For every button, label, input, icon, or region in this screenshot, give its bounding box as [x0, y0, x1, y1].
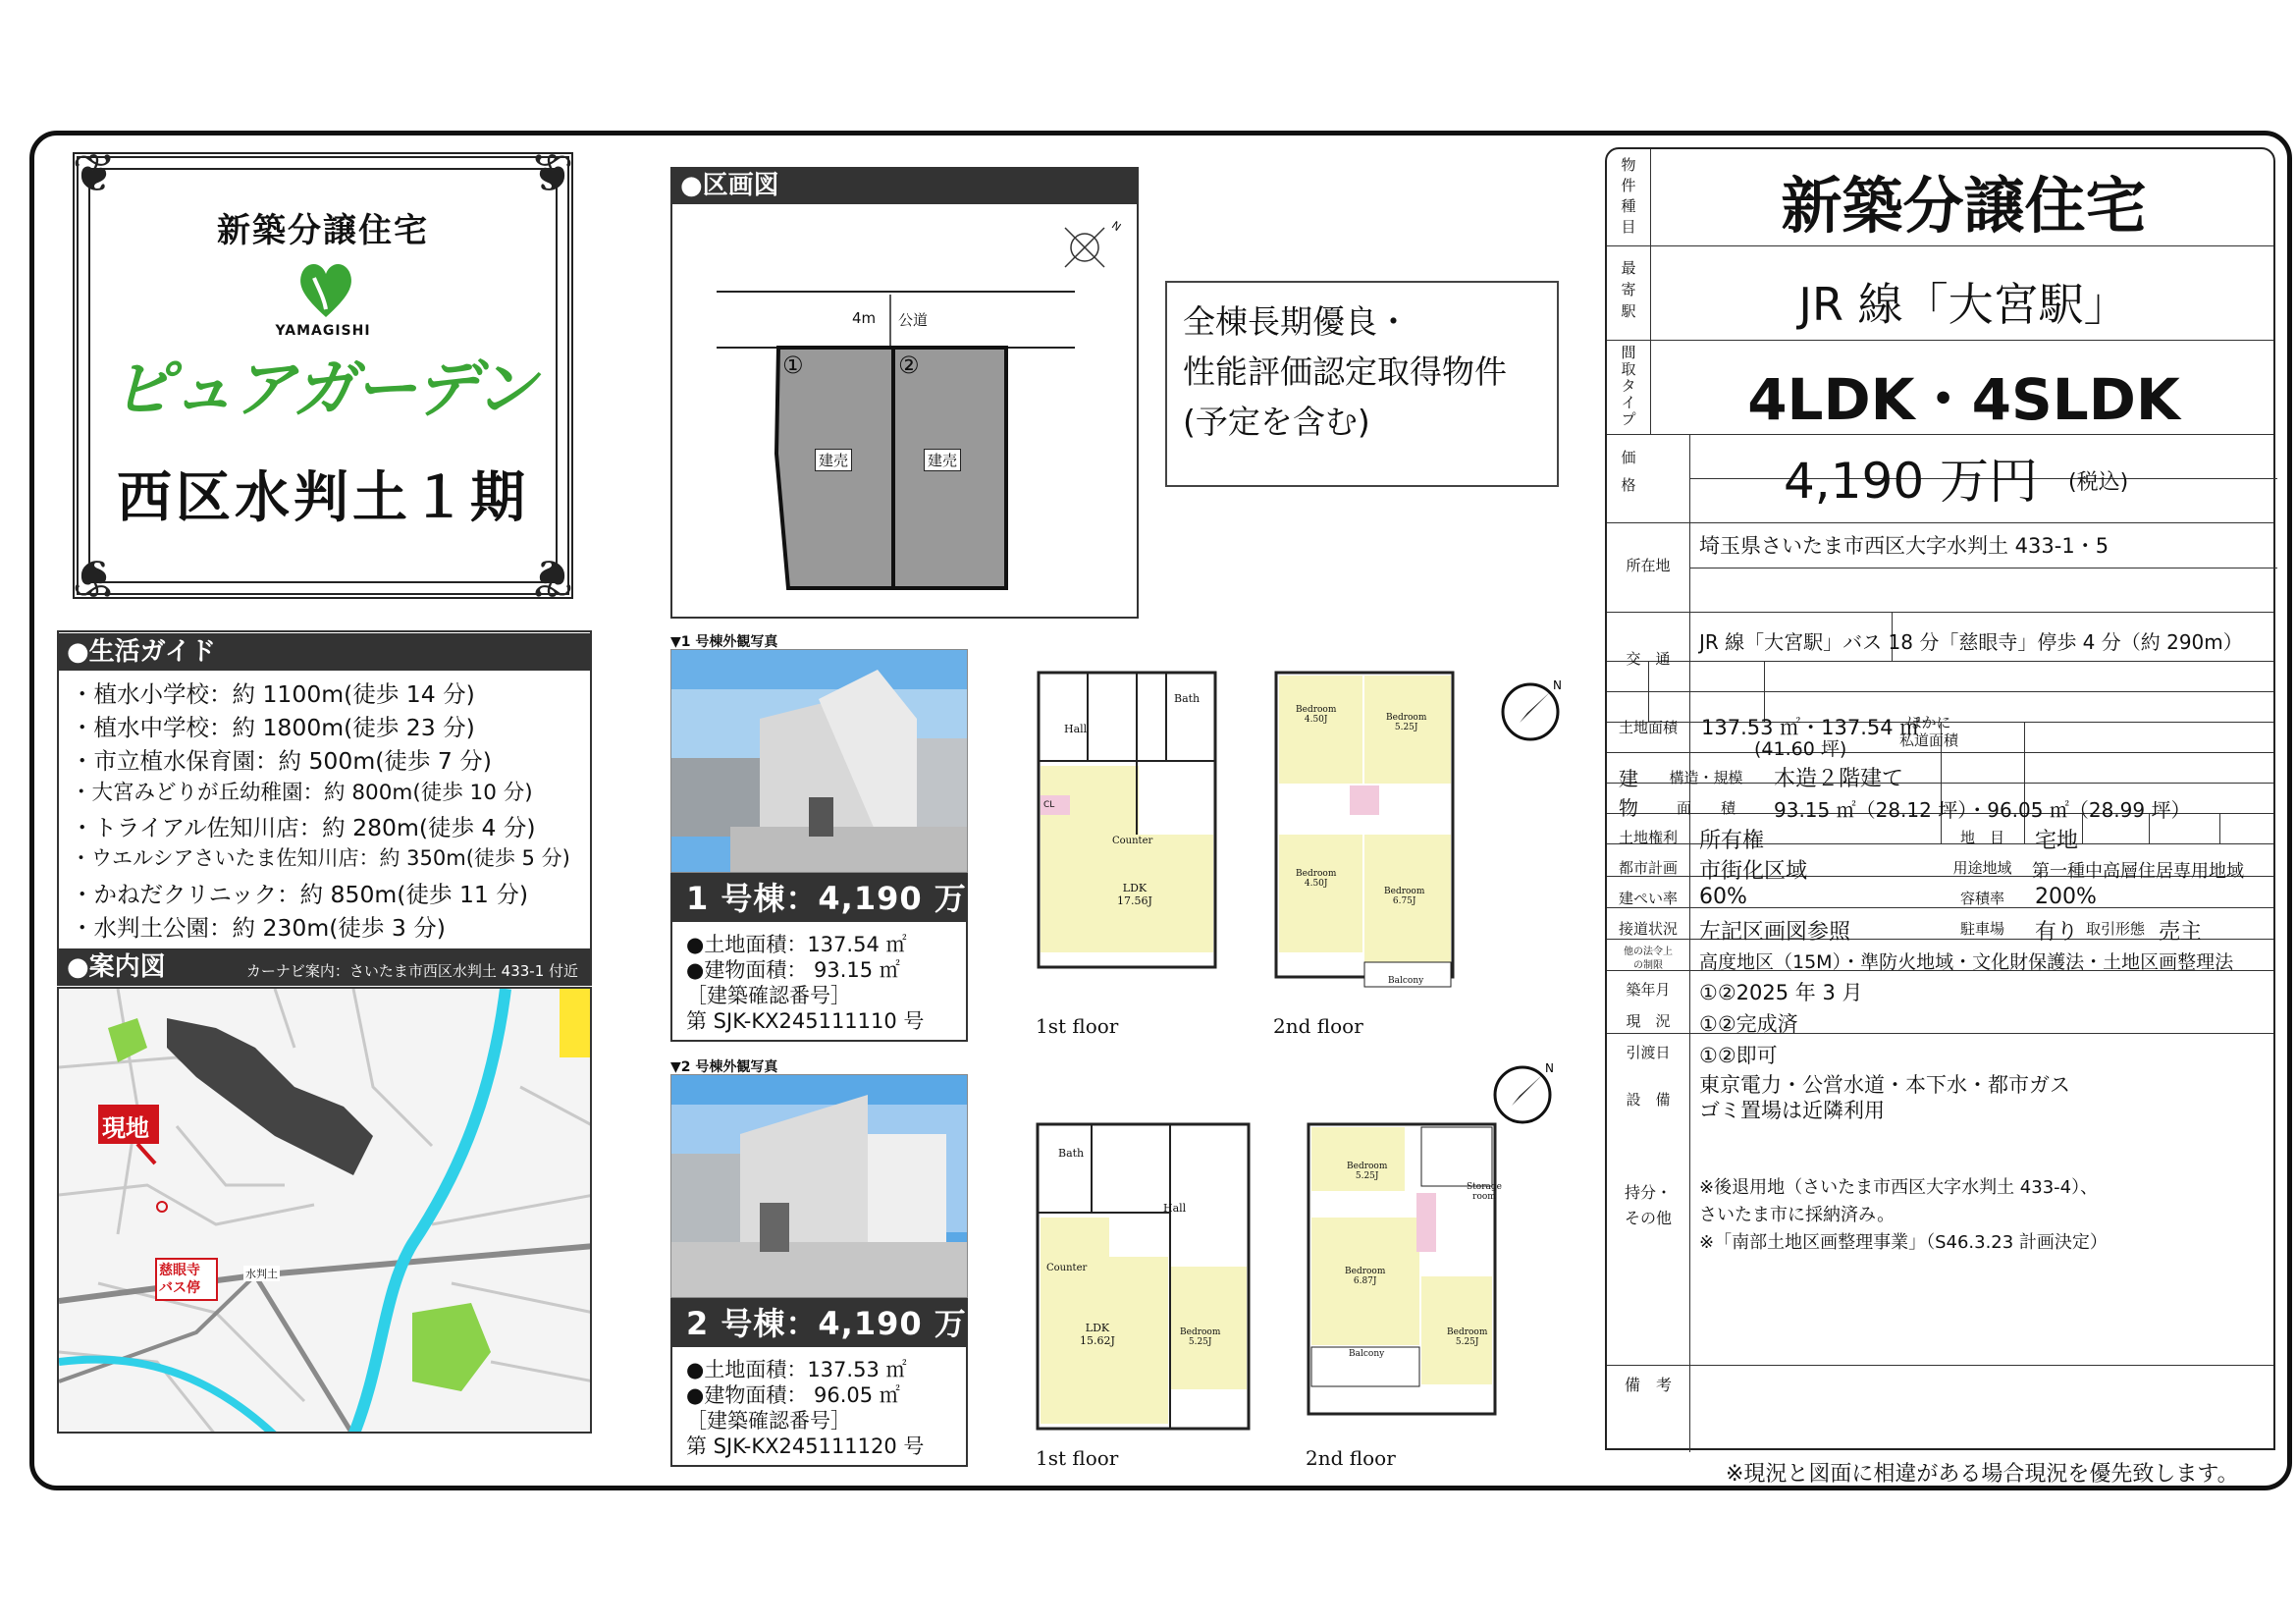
- other-line-1: ※後退用地（さいたま市西区大字水判土 433-4）、: [1699, 1177, 2099, 1198]
- room-label: CL: [1043, 800, 1055, 810]
- land-value: 137.53 ㎡・137.54 ㎡: [1701, 716, 1921, 739]
- guide-item: ・トライアル佐知川店：約 280m(徒歩 4 分): [71, 814, 536, 841]
- plot-header: ●区画図: [670, 167, 1139, 204]
- deal-label: 取引形態: [2085, 920, 2145, 938]
- unit-2-permit-label: ［建築確認番号］: [686, 1409, 851, 1433]
- floor-area-value: 93.15 ㎡（28.12 坪）・96.05 ㎡（28.99 坪）: [1774, 798, 2191, 822]
- unit-1-floor-2-label: 2nd floor: [1273, 1014, 1363, 1038]
- room-label: LDK 17.56J: [1117, 882, 1152, 907]
- logo-box: [72, 142, 574, 609]
- remarks-label: 備 考: [1624, 1376, 1672, 1394]
- room-label: Balcony: [1388, 976, 1424, 986]
- floor-area-label: 面 積: [1676, 799, 1735, 817]
- footer-note: ※現況と図面に相違がある場合現況を優先致します。: [1726, 1462, 2239, 1487]
- guide-item: ・ウエルシアさいたま佐知川店：約 350m(徒歩 5 分): [71, 846, 570, 870]
- unit-1-permit-label: ［建築確認番号］: [686, 984, 851, 1007]
- city-plan-label: 都市計画: [1618, 859, 1678, 877]
- price-label: 価格: [1621, 449, 1636, 494]
- road-label: 水判土: [245, 1268, 278, 1280]
- handover-value: ①②即可: [1699, 1044, 1778, 1067]
- chimoku-label: 地 目: [1959, 829, 2004, 846]
- price-value: 4,190 万円: [1784, 453, 2039, 510]
- handover-label: 引渡日: [1626, 1044, 1671, 1061]
- coverage-value: 60%: [1699, 885, 1747, 909]
- coverage-label: 建ぺい率: [1618, 890, 1678, 907]
- road-access-value: 左記区画図参照: [1699, 920, 1851, 945]
- unit-2-photo: [670, 1074, 968, 1298]
- access-value: JR 線「大宮駅」バス 18 分「慈眼寺」停歩 4 分（約 290m）: [1699, 630, 2243, 654]
- guide-item: ・市立植水保育園：約 500m(徒歩 7 分): [71, 747, 492, 775]
- brand-small: YAMAGISHI: [275, 323, 371, 339]
- bus-stop-label: 慈眼寺 バス停: [159, 1263, 200, 1296]
- heart-leaf-icon: [296, 258, 355, 319]
- room-label: Counter: [1112, 836, 1153, 846]
- unit-2-land: ●土地面積：137.53 ㎡: [686, 1358, 907, 1381]
- site-label: 現地: [102, 1114, 149, 1142]
- guide-header: ●生活ガイド: [57, 633, 592, 671]
- unit-2-building: ●建物面積： 96.05 ㎡: [686, 1383, 900, 1407]
- restrict-label: 他の法令上 の制限: [1624, 947, 1673, 971]
- room-label: Bath: [1174, 692, 1201, 705]
- built-value: ①②2025 年 3 月: [1699, 981, 1863, 1004]
- ornament-icon: ❦: [529, 142, 574, 204]
- unit-1-info: [670, 873, 999, 1042]
- unit-1-floor-1-label: 1st floor: [1036, 1014, 1119, 1038]
- zoning-label: 用途地域: [1952, 859, 2012, 877]
- svg-text:N: N: [1545, 1061, 1554, 1075]
- land-sub: (41.60 坪): [1754, 738, 1847, 760]
- ornament-icon: ❦: [72, 142, 117, 204]
- built-label: 築年月: [1626, 981, 1671, 999]
- guide-item: ・大宮みどりが丘幼稚園：約 800m(徒歩 10 分): [71, 781, 533, 805]
- structure-value: 木造２階建て: [1774, 767, 1904, 791]
- area-map: [57, 987, 592, 1434]
- logo-title: 新築分譲住宅: [217, 211, 429, 250]
- certification-note: [1165, 281, 1559, 487]
- far-label: 容積率: [1959, 890, 2004, 907]
- map-header-title: ●案内図: [67, 952, 166, 982]
- deal-value: 売主: [2159, 920, 2203, 945]
- plot-north: N: [1109, 218, 1124, 235]
- room-label: LDK 15.62J: [1080, 1322, 1115, 1347]
- room-label: Bedroom 5.25J: [1386, 713, 1427, 732]
- other-line-2: さいたま市に採納済み。: [1699, 1205, 1896, 1225]
- type-value: 新築分譲住宅: [1781, 170, 2147, 242]
- unit-1-floor-1-plan: [1029, 668, 1225, 972]
- zoning-value: 第一種中高層住居専用地域: [2032, 861, 2244, 882]
- room-label: Bedroom 5.25J: [1347, 1162, 1388, 1181]
- land-label: 土地面積: [1618, 719, 1678, 736]
- brand-name: ピュアガーデン: [110, 353, 536, 426]
- city-plan-value: 市街化区域: [1699, 859, 1808, 884]
- room-label: Bath: [1058, 1147, 1085, 1160]
- land-right-label: 土地権利: [1618, 829, 1678, 846]
- room-label: Hall: [1163, 1202, 1187, 1215]
- parking-label: 駐車場: [1959, 920, 2004, 938]
- unit-1-building: ●建物面積： 93.15 ㎡: [686, 958, 900, 982]
- layout-value: 4LDK・4SLDK: [1747, 366, 2180, 433]
- life-guide: [57, 630, 592, 962]
- road-type: 公道: [898, 311, 929, 329]
- room-label: Bedroom 4.50J: [1296, 705, 1337, 725]
- lot-1-label: 建売: [815, 449, 852, 471]
- unit-2-info: [670, 1298, 999, 1467]
- room-label: Counter: [1046, 1263, 1088, 1273]
- room-label: Storage room: [1467, 1182, 1502, 1202]
- road-width: 4m: [852, 309, 877, 327]
- layout-label: 間取タイプ: [1621, 344, 1636, 428]
- unit-2-permit-number: 第 SJK-KX245111120 号: [686, 1435, 925, 1458]
- room-label: Bedroom 6.87J: [1345, 1267, 1386, 1286]
- note-line: 全棟長期優良・: [1183, 302, 1410, 341]
- room-label: Bedroom 5.25J: [1447, 1327, 1488, 1347]
- unit-2-floor-1-label: 1st floor: [1036, 1446, 1119, 1470]
- navi-text: カーナビ案内：さいたま市西区水判土 433-1 付近: [245, 962, 578, 980]
- unit-1-land: ●土地面積：137.54 ㎡: [686, 933, 907, 956]
- room-label: Bedroom 6.75J: [1384, 887, 1425, 906]
- unit-1-title: 1 号棟：4,190 万円: [672, 875, 966, 922]
- equip-value-1: 東京電力・公営水道・本下水・都市ガス: [1699, 1073, 2070, 1097]
- price-tax: (税込): [2068, 470, 2129, 495]
- unit-2-title: 2 号棟：4,190 万円: [672, 1300, 966, 1347]
- restrict-value: 高度地区（15M）・準防火地域・文化財保護法・土地区画整理法: [1699, 951, 2234, 973]
- svg-text:N: N: [1553, 678, 1562, 692]
- land-right-value: 所有権: [1699, 829, 1765, 853]
- address-value: 埼玉県さいたま市西区大字水判土 433-1・5: [1699, 534, 2109, 558]
- lot-2-label: 建売: [924, 449, 961, 471]
- room-label: Hall: [1064, 723, 1088, 735]
- unit-1-photo: [670, 649, 968, 873]
- guide-item: ・水判土公園：約 230m(徒歩 3 分): [71, 914, 446, 942]
- plot-diagram: [670, 167, 1139, 619]
- unit-2-caption: ▼2 号棟外観写真: [670, 1059, 778, 1075]
- ornament-icon: ❦: [529, 547, 574, 609]
- north-arrow-icon: [1490, 1058, 1559, 1127]
- structure-label: 構造・規模: [1669, 769, 1743, 786]
- guide-item: ・植水小学校：約 1100m(徒歩 14 分): [71, 680, 475, 708]
- north-arrow-icon: [1498, 676, 1567, 744]
- equip-value-2: ゴミ置場は近隣利用: [1699, 1099, 1885, 1122]
- guide-item: ・植水中学校：約 1800m(徒歩 23 分): [71, 714, 475, 741]
- ornament-icon: ❦: [72, 547, 117, 609]
- status-label: 現 況: [1626, 1012, 1671, 1030]
- station-value: JR 線「大宮駅」: [1798, 278, 2129, 331]
- equip-label: 設 備: [1626, 1091, 1671, 1109]
- place-name: 西区水判土１期: [117, 465, 529, 530]
- map-drawing: [59, 989, 592, 1434]
- building-label: 建 物: [1619, 767, 1638, 820]
- room-label: Bedroom 4.50J: [1296, 869, 1337, 889]
- plot-drawing: [672, 169, 1137, 617]
- road-access-label: 接道状況: [1618, 920, 1678, 938]
- status-value: ①②完成済: [1699, 1012, 1798, 1036]
- far-value: 200%: [2035, 885, 2097, 909]
- guide-item: ・かねだクリニック：約 850m(徒歩 11 分): [71, 881, 528, 908]
- chimoku-value: 宅地: [2035, 829, 2079, 853]
- parking-value: 有り: [2035, 920, 2079, 945]
- other-line-3: ※「南部土地区画整理事業」（S46.3.23 計画決定）: [1699, 1232, 2108, 1253]
- spec-table: [1605, 147, 2275, 1450]
- unit-2-floor-2-label: 2nd floor: [1306, 1446, 1396, 1470]
- note-line: 性能評価認定取得物件: [1183, 352, 1507, 391]
- note-line: (予定を含む): [1183, 403, 1370, 441]
- unit-2-floor-1-plan: [1033, 1119, 1258, 1434]
- room-label: Balcony: [1349, 1349, 1385, 1359]
- lot-1-number: ①: [782, 352, 804, 379]
- type-label: 物件種目: [1621, 156, 1636, 236]
- room-label: Bedroom 5.25J: [1180, 1327, 1221, 1347]
- lot-2-number: ②: [898, 352, 920, 379]
- map-header: [57, 948, 592, 986]
- other-label: 持分・ その他: [1624, 1183, 1672, 1227]
- access-label: 交 通: [1626, 650, 1671, 668]
- unit-1-caption: ▼1 号棟外観写真: [670, 634, 778, 650]
- private-road-label: ほかに 私道面積: [1898, 714, 1958, 749]
- address-label: 所在地: [1626, 557, 1671, 574]
- unit-1-permit-number: 第 SJK-KX245111110 号: [686, 1009, 925, 1033]
- unit-2-floor-2-plan: [1304, 1119, 1500, 1424]
- station-label: 最寄駅: [1621, 259, 1636, 320]
